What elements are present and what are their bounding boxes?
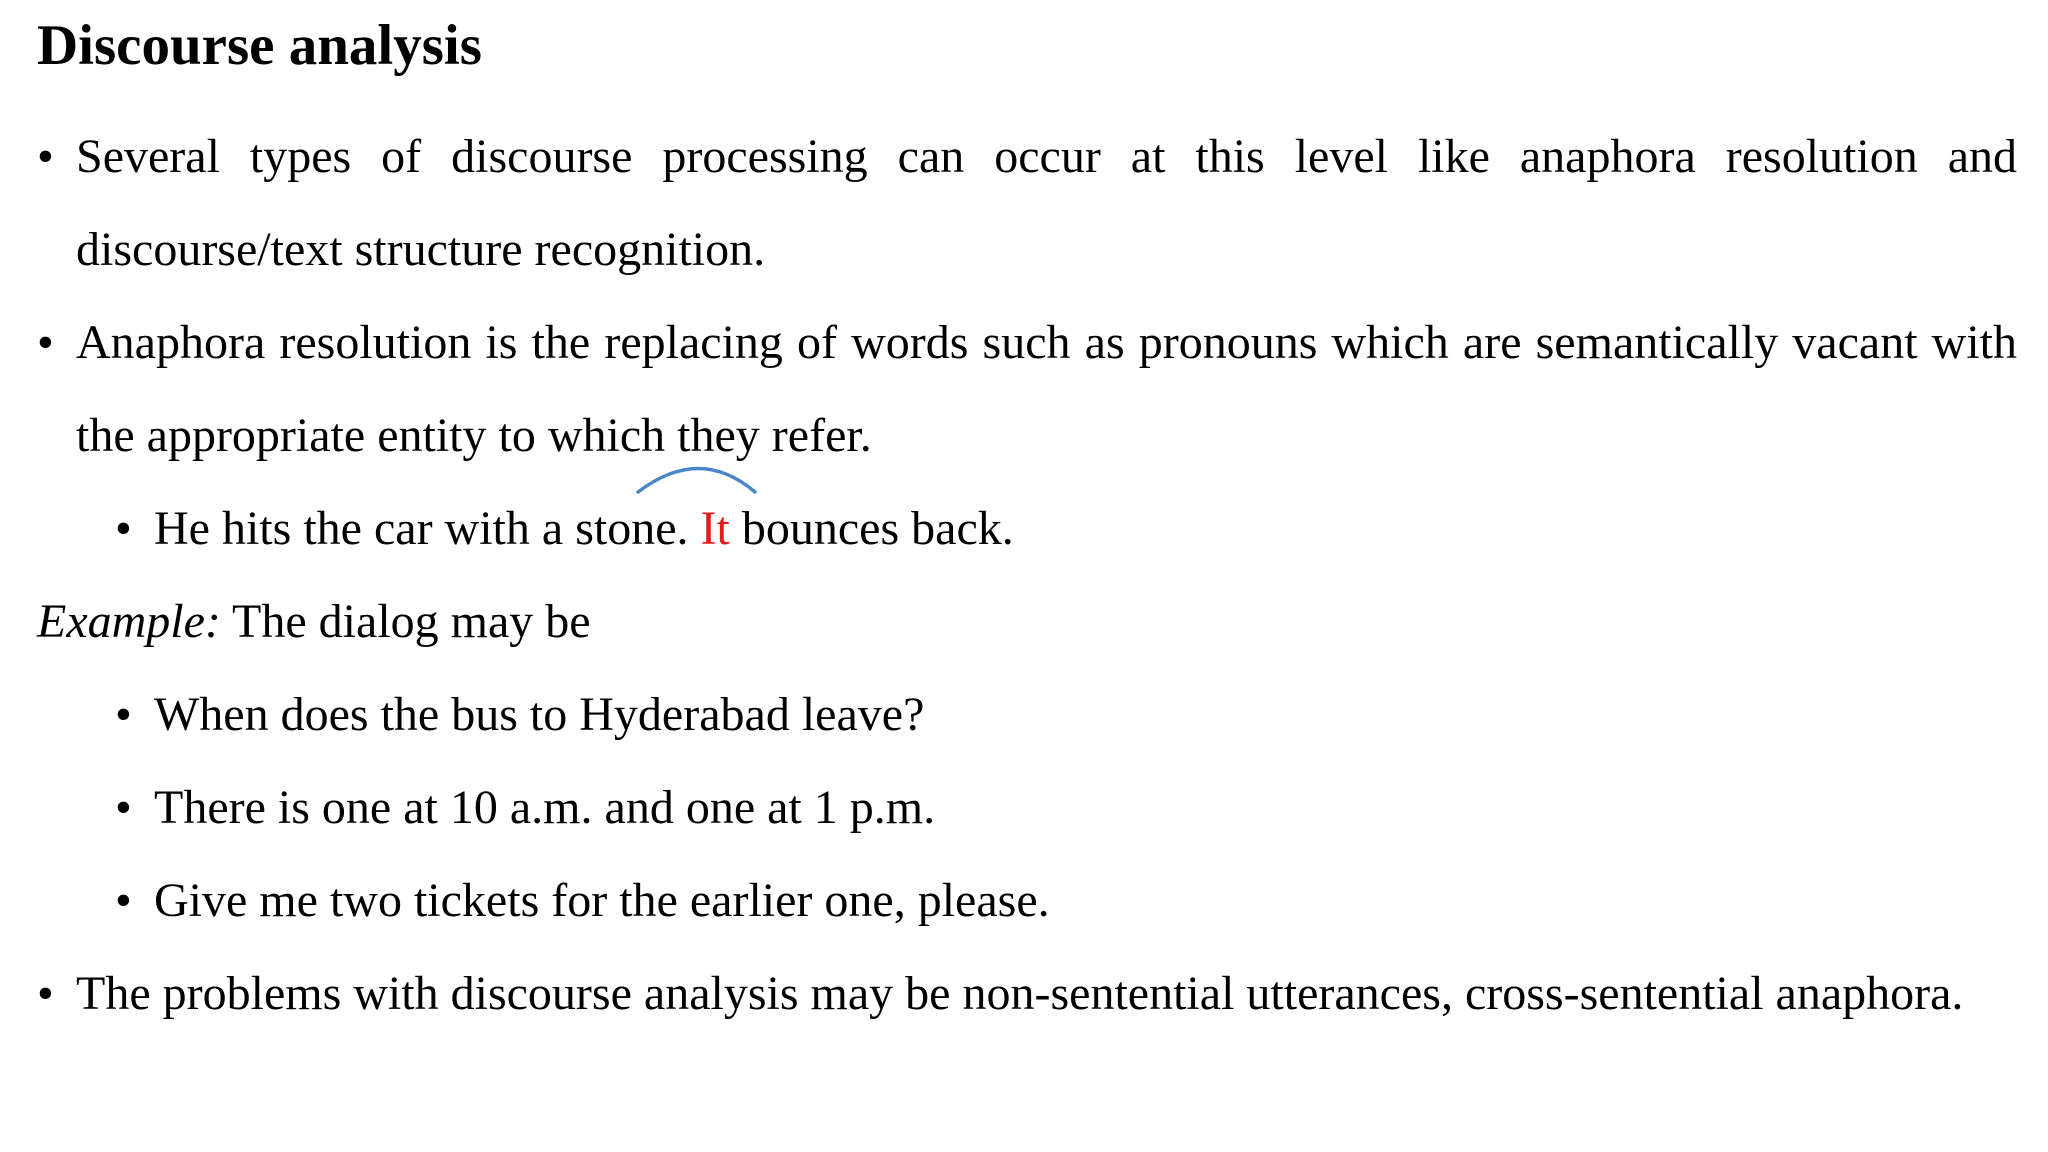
- dialog-line: • Give me two tickets for the earlier one, please.: [37, 854, 2017, 947]
- example-label: Example:: [37, 595, 221, 648]
- slide-title: Discourse analysis: [37, 14, 482, 77]
- highlighted-pronoun: It: [700, 502, 730, 555]
- dialog-line: • There is one at 10 a.m. and one at 1 p.m.: [37, 761, 2017, 854]
- example-sentence-end: bounces back.: [729, 502, 1014, 555]
- dialog-line: • When does the bus to Hyderabad leave?: [37, 668, 2017, 761]
- example-intro-text: The dialog may be: [220, 595, 591, 648]
- example-sentence-start: He hits the car with a stone.: [154, 502, 701, 555]
- bullet-discourse-processing: • Several types of discourse processing can occur at this level like anaphora resolution and discourse/text structure recognition.: [37, 110, 2017, 296]
- anaphora-link-arc: [630, 457, 770, 497]
- slide-content: [37, 110, 2017, 1040]
- example-intro: [37, 575, 2017, 668]
- anaphora-example-sentence: [37, 482, 2017, 575]
- bullet-anaphora-resolution: • Anaphora resolution is the replacing of words such as pronouns which are semantically vacant with the appropriate entity to which they refer.: [37, 296, 2017, 482]
- bullet-discourse-problems: • The problems with discourse analysis may be non-sentential utterances, cross-sentential anaphora.: [37, 947, 2017, 1040]
